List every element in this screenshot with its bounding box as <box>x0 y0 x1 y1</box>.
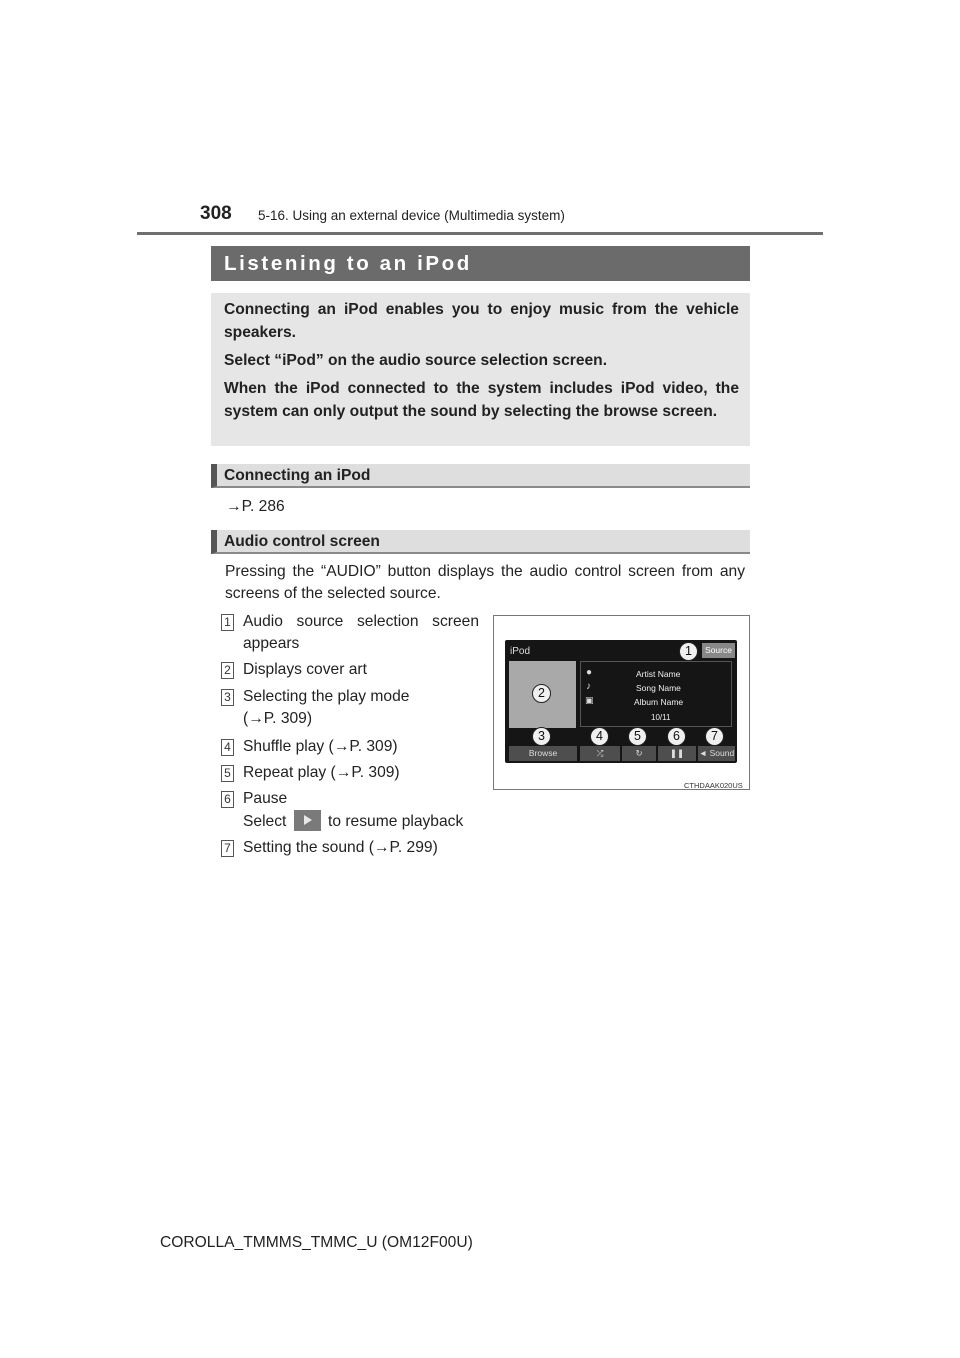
item-number: 5 <box>221 765 234 782</box>
figure-code: CTHDAAK020US <box>684 781 743 790</box>
sound-button <box>698 746 735 761</box>
item-text-with-icon <box>243 810 463 833</box>
item-number: 6 <box>221 791 234 808</box>
callout-1: 1 <box>679 642 698 661</box>
sound-label: Sound <box>709 748 735 758</box>
play-icon <box>294 810 321 831</box>
item-number: 1 <box>221 614 234 631</box>
audio-control-heading: Audio control screen <box>211 530 750 554</box>
connecting-heading: Connecting an iPod <box>211 464 750 488</box>
audio-control-description: Pressing the “AUDIO” button displays the audio control screen from any screens of the selected source. <box>225 563 745 602</box>
item-text: Selecting the play mode <box>243 688 410 705</box>
item-text: to resume playback <box>328 813 464 830</box>
browse-button: Browse <box>509 746 577 761</box>
header-rule <box>137 232 823 235</box>
intro-paragraph-1: Connecting an iPod enables you to enjoy music from the vehicle speakers. <box>224 301 739 341</box>
section-title: 5-16. Using an external device (Multimedia system) <box>258 208 565 223</box>
artist-name: Artist Name <box>636 669 681 679</box>
callout-3: 3 <box>532 727 551 746</box>
intro-paragraph-2: Select “iPod” on the audio source selection screen. <box>224 352 608 369</box>
item-text: Displays cover art <box>243 661 367 678</box>
track-counter: 10/11 <box>651 713 671 722</box>
music-note-icon: ♪ <box>586 681 591 692</box>
screen-source-label: iPod <box>510 646 531 657</box>
footer-model-code: COROLLA_TMMMS_TMMC_U (OM12F00U) <box>160 1234 473 1251</box>
item-text: Repeat play (→P. 309) <box>243 764 400 781</box>
speaker-icon: ◄ <box>698 748 708 758</box>
item-number: 2 <box>221 662 234 679</box>
item-text: Select <box>243 813 287 830</box>
shuffle-icon: ⤮ <box>580 746 620 761</box>
repeat-icon: ↻ <box>622 746 656 761</box>
pause-icon: ❚❚ <box>658 746 696 761</box>
item-text: Setting the sound (→P. 299) <box>243 839 438 856</box>
screen-source-button: Source <box>702 643 735 658</box>
item-text: Audio source selection screen <box>243 613 479 630</box>
song-name: Song Name <box>636 683 681 693</box>
callout-5: 5 <box>628 727 647 746</box>
page-title: Listening to an iPod <box>211 246 750 281</box>
album-icon: ▣ <box>585 695 594 705</box>
item-number: 4 <box>221 739 234 756</box>
person-icon: ● <box>586 667 593 678</box>
page-number: 308 <box>200 203 232 224</box>
callout-7: 7 <box>705 727 724 746</box>
connecting-reference: →P. 286 <box>226 498 285 515</box>
callout-6: 6 <box>667 727 686 746</box>
item-number: 7 <box>221 840 234 857</box>
item-number: 3 <box>221 689 234 706</box>
intro-box <box>211 293 750 446</box>
item-text: appears <box>243 635 300 652</box>
callout-4: 4 <box>590 727 609 746</box>
album-name: Album Name <box>634 697 684 707</box>
item-text: (→P. 309) <box>243 710 313 727</box>
item-text: Shuffle play (→P. 309) <box>243 738 398 755</box>
item-text: Pause <box>243 790 288 807</box>
intro-paragraph-3: When the iPod connected to the system includes iPod video, the system can only output the sound by selecting the browse screen. <box>224 380 739 420</box>
callout-2: 2 <box>532 684 551 703</box>
